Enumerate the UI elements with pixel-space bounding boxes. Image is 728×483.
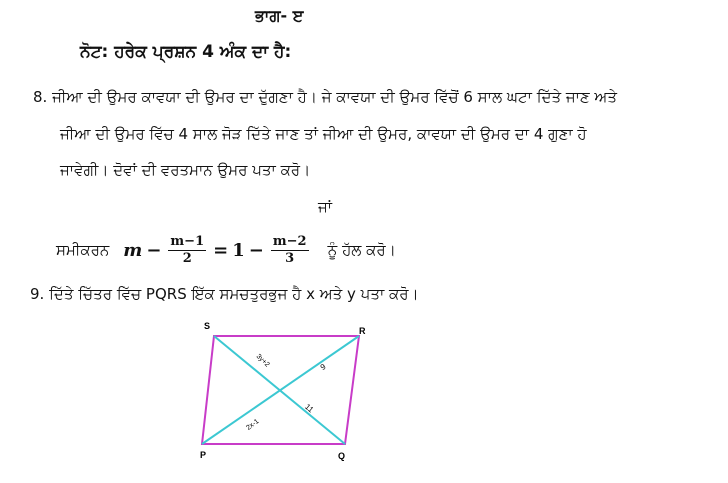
segment-label-9: 9 (318, 362, 328, 372)
segment-label-2x-minus-1: 2x-1 (245, 418, 261, 432)
question-8-line-3: ਜਾਵੇਗੀ। ਦੋਵਾਂ ਦੀ ਵਰਤਮਾਨ ਉਮਰ ਪਤਾ ਕਰੋ। (60, 161, 311, 179)
equation-minus-1: − (146, 239, 162, 261)
vertex-s-label: S (204, 321, 211, 331)
diagonal-pr (202, 336, 359, 444)
vertex-p-label: P (200, 450, 207, 460)
vertex-r-label: R (359, 326, 366, 336)
fraction-1-numerator: m−1 (170, 233, 205, 249)
equation-row (56, 228, 396, 272)
fraction-1-denominator: 2 (182, 250, 192, 266)
question-8-line-1: 8. ਜੀਆ ਦੀ ਉਮਰ ਕਾਵਯਾ ਦੀ ਉਮਰ ਦਾ ਦੁੱਗਣਾ ਹੈ। ਜੇ ਕਾਵਯਾ ਦੀ ਉਮਰ ਵਿੱਚੋਂ 6 ਸਾਲ ਘਟਾ ਦਿੱਤੇ ਜਾਣ ਅਤੇ (33, 88, 617, 106)
equation-label: ਸਮੀਕਰਨ (56, 241, 110, 259)
section-title: ਭਾਗ- ੲ (255, 6, 304, 25)
segment-label-3y-plus-2: 3y+2 (254, 352, 271, 369)
equation-instruction: ਨੂੰ ਹੱਲ ਕਰੋ। (327, 241, 396, 259)
fraction-2-numerator: m−2 (272, 233, 307, 249)
question-9-text: 9. ਦਿੱਤੇ ਚਿੱਤਰ ਵਿੱਚ PQRS ਇੱਕ ਸਮਚਤੁਰਭੁਜ ਹੈ x ਅਤੇ y ਪਤਾ ਕਰੋ। (30, 285, 419, 303)
equation-variable: m (123, 239, 143, 261)
equation-minus-2: − (248, 239, 264, 261)
fraction-2-denominator: 3 (285, 250, 295, 266)
fraction-2 (271, 234, 309, 267)
or-separator: ਜਾਂ (318, 198, 333, 216)
vertex-q-label: Q (338, 451, 346, 461)
rhombus-figure (193, 318, 383, 468)
equation-one: 1 (232, 239, 245, 261)
segment-label-11: 11 (303, 402, 316, 415)
marks-note: ਨੋਟ: ਹਰੇਕ ਪ੍ਰਸ਼ਨ 4 ਅੰਕ ਦਾ ਹੈ: (80, 42, 292, 62)
equation (123, 234, 311, 267)
fraction-1 (168, 234, 206, 267)
equation-equals: = (213, 239, 229, 261)
question-8-line-2: ਜੀਆ ਦੀ ਉਮਰ ਵਿੱਚ 4 ਸਾਲ ਜੋੜ ਦਿੱਤੇ ਜਾਣ ਤਾਂ ਜੀਆ ਦੀ ਉਮਰ, ਕਾਵਯਾ ਦੀ ਉਮਰ ਦਾ 4 ਗੁਣਾ ਹੋ (60, 125, 587, 143)
